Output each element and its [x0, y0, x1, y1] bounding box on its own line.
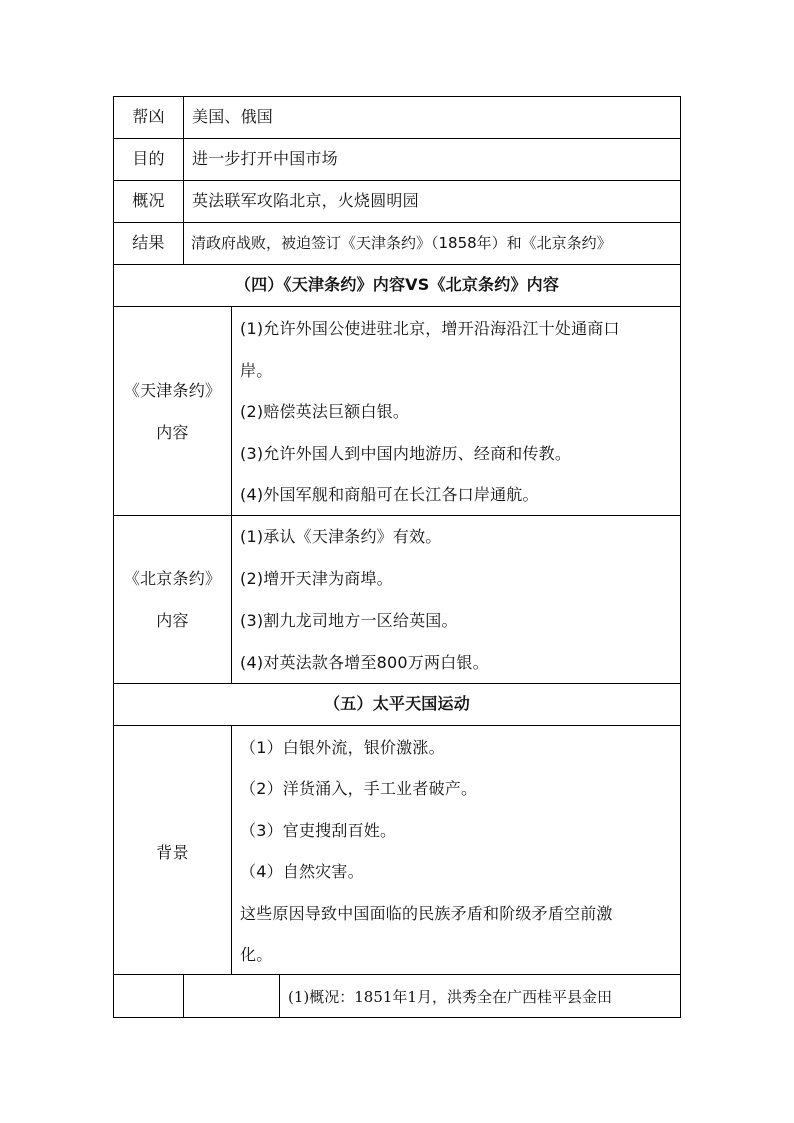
- label-column-divider: [231, 725, 232, 974]
- background-item: （1）白银外流，银价激涨。: [240, 738, 445, 757]
- background-item: 化。: [240, 945, 273, 964]
- label-column-divider: [183, 96, 184, 264]
- label-column-divider: [183, 974, 184, 1017]
- background-item: （3）官吏搜刮百姓。: [240, 821, 397, 840]
- row-divider: [113, 138, 681, 139]
- beijing-item: (4)对英法款各增至800万两白银。: [240, 653, 489, 672]
- row-value-purpose: 进一步打开中国市场: [192, 149, 338, 168]
- beijing-item: (2)增开天津为商埠。: [240, 569, 393, 588]
- row-divider: [113, 974, 681, 975]
- row-value-helpers: 美国、俄国: [192, 107, 274, 126]
- beijing-item: (3)割九龙司地方一区给英国。: [240, 611, 458, 630]
- label-column-divider: [231, 306, 232, 683]
- tianjin-item: 岸。: [240, 361, 273, 380]
- row-divider: [113, 264, 681, 265]
- row-divider: [113, 725, 681, 726]
- row-divider: [113, 222, 681, 223]
- row-value-result: 清政府战败，被迫签订《天津条约》（1858年）和《北京条约》: [191, 234, 612, 252]
- tianjin-item: (2)赔偿英法巨额白银。: [240, 402, 410, 421]
- row-label-purpose: 目的: [132, 149, 165, 168]
- background-label: 背景: [156, 843, 189, 862]
- background-item: 这些原因导致中国面临的民族矛盾和阶级矛盾空前激: [240, 904, 613, 923]
- row-label-result: 结果: [132, 233, 165, 252]
- tianjin-item: (3)允许外国人到中国内地游历、经商和传教。: [240, 444, 572, 463]
- tianjin-item: (4)外国军舰和商船可在长江各口岸通航。: [240, 485, 539, 504]
- background-item: （2）洋货涌入，手工业者破产。: [240, 779, 478, 798]
- tianjin-item: (1)允许外国公使进驻北京，增开沿海沿江十处通商口: [240, 319, 620, 338]
- row-divider: [113, 683, 681, 684]
- tianjin-label: 《天津条约》: [123, 381, 222, 400]
- overview-item: (1)概况：1851年1月，洪秀全在广西桂平县金田: [288, 988, 612, 1006]
- row-divider: [113, 306, 681, 307]
- row-label-helpers: 帮凶: [132, 107, 165, 126]
- background-item: （4）自然灾害。: [240, 862, 364, 881]
- beijing-item: (1)承认《天津条约》有效。: [240, 527, 442, 546]
- table-border-bottom: [113, 1017, 681, 1018]
- table-border-right: [680, 96, 681, 1018]
- section-heading-treaties: （四）《天津条约》内容VS《北京条约》内容: [234, 275, 560, 294]
- beijing-label: 《北京条约》: [123, 569, 222, 588]
- tianjin-label-sub: 内容: [156, 423, 189, 442]
- beijing-label-sub: 内容: [156, 611, 189, 630]
- label-column-divider: [279, 974, 280, 1017]
- row-value-overview: 英法联军攻陷北京，火烧圆明园: [192, 191, 419, 210]
- row-divider: [113, 515, 681, 516]
- table-border-top: [113, 96, 681, 97]
- row-label-overview: 概况: [132, 191, 165, 210]
- row-divider: [113, 180, 681, 181]
- section-heading-taiping: （五）太平天国运动: [324, 694, 470, 713]
